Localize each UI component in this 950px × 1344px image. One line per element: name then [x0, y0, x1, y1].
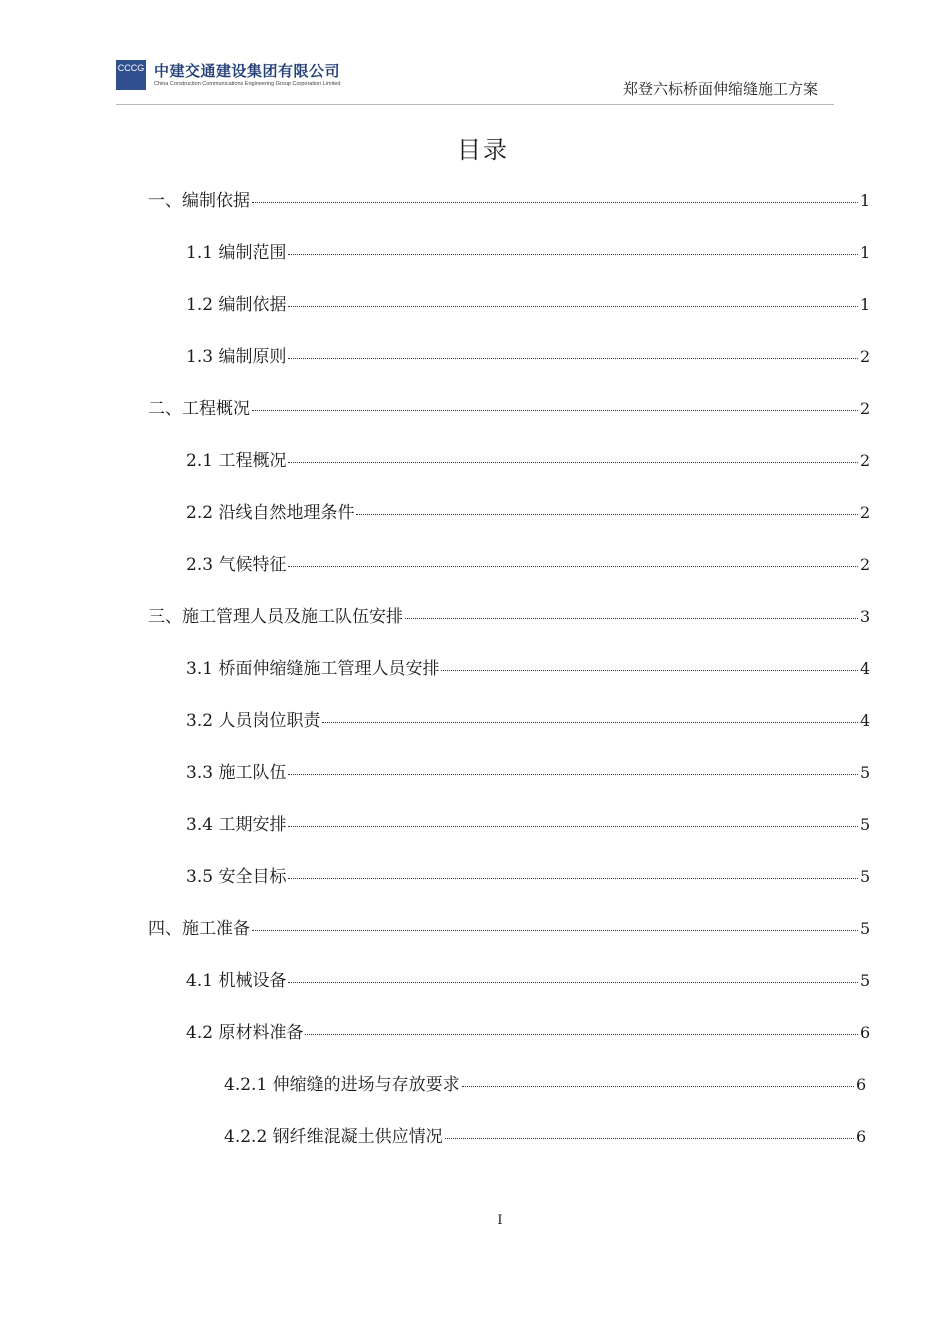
toc-entry[interactable] [148, 602, 874, 628]
document-title: 郑登六标桥面伸缩缝施工方案 [622, 80, 818, 98]
toc-leader [288, 306, 858, 307]
toc-entry-page: 5 [860, 971, 871, 990]
toc-entry-page: 2 [860, 503, 871, 522]
toc-entry-page: 2 [860, 555, 871, 574]
toc-entry[interactable] [224, 1122, 870, 1148]
toc-leader [288, 878, 858, 879]
company-name-english: China Construction Communications Engineering Group Corporation Limited [154, 81, 341, 87]
toc-entry-label: 2.3 气候特征 [186, 555, 287, 575]
toc-entry-page: 1 [860, 295, 871, 314]
toc-leader [252, 410, 858, 411]
toc-entry[interactable] [186, 238, 874, 264]
toc-entry-page: 2 [860, 451, 871, 470]
footer-page-number: I [497, 1213, 503, 1228]
toc-entry-label: 四、施工准备 [148, 919, 250, 939]
toc-entry[interactable] [186, 862, 874, 888]
toc-entry[interactable] [148, 186, 874, 212]
toc-entry[interactable] [186, 498, 874, 524]
toc-entry-label: 1.3 编制原则 [186, 347, 287, 367]
toc-entry[interactable] [186, 342, 874, 368]
header-divider [116, 104, 834, 105]
toc-entry-page: 1 [860, 191, 871, 210]
toc-leader [356, 514, 858, 515]
toc-entry[interactable] [186, 1018, 874, 1044]
toc-leader [441, 670, 858, 671]
toc-entry[interactable] [186, 758, 874, 784]
toc-leader [288, 566, 858, 567]
toc-entry-label: 一、编制依据 [148, 191, 250, 211]
toc-entry-label: 3.5 安全目标 [186, 867, 287, 887]
toc-entry[interactable] [186, 446, 874, 472]
toc-leader [288, 982, 858, 983]
toc-entry-page: 4 [860, 659, 871, 678]
toc-entry-label: 1.1 编制范围 [186, 243, 287, 263]
toc-entry-label: 二、工程概况 [148, 399, 250, 419]
toc-leader [252, 202, 858, 203]
toc-entry-page: 5 [860, 763, 871, 782]
toc-entry-page: 3 [860, 607, 871, 626]
company-logo [116, 60, 356, 92]
toc-entry[interactable] [224, 1070, 870, 1096]
toc-entry-label: 3.2 人员岗位职责 [186, 711, 321, 731]
toc-entry-page: 5 [860, 919, 871, 938]
toc-entry-page: 1 [860, 243, 871, 262]
toc-entry-label: 4.2.2 钢纤维混凝土供应情况 [224, 1127, 443, 1147]
toc-leader [252, 930, 858, 931]
toc-entry-label: 4.2.1 伸缩缝的进场与存放要求 [224, 1075, 460, 1095]
toc-entry-page: 2 [860, 399, 871, 418]
page-header [0, 0, 950, 110]
toc-entry[interactable] [186, 654, 874, 680]
toc-entry-page: 4 [860, 711, 871, 730]
toc-leader [405, 618, 858, 619]
toc-leader [305, 1034, 858, 1035]
toc-leader [445, 1138, 854, 1139]
toc-entry[interactable] [186, 550, 874, 576]
toc-entry-label: 4.1 机械设备 [186, 971, 287, 991]
toc-entry[interactable] [186, 290, 874, 316]
toc-leader [288, 358, 858, 359]
toc-heading: 目录 [457, 136, 509, 164]
toc-entry-page: 2 [860, 347, 871, 366]
toc-entry-label: 3.4 工期安排 [186, 815, 287, 835]
toc-leader [288, 826, 858, 827]
toc-entry-page: 6 [856, 1127, 867, 1146]
toc-entry-label: 2.2 沿线自然地理条件 [186, 503, 355, 523]
toc-leader [288, 774, 858, 775]
toc-leader [288, 254, 858, 255]
toc-entry-page: 6 [860, 1023, 871, 1042]
toc-leader [288, 462, 858, 463]
toc-entry[interactable] [148, 394, 874, 420]
logo-mark-icon: CCCG [116, 60, 146, 90]
toc-entry[interactable] [186, 810, 874, 836]
toc-entry-label: 3.3 施工队伍 [186, 763, 287, 783]
toc-entry-page: 6 [856, 1075, 867, 1094]
toc-entry-label: 三、施工管理人员及施工队伍安排 [148, 607, 403, 627]
toc-leader [322, 722, 858, 723]
toc-entry[interactable] [186, 706, 874, 732]
toc-entry-page: 5 [860, 815, 871, 834]
toc-entry[interactable] [148, 914, 874, 940]
toc-entry-label: 1.2 编制依据 [186, 295, 287, 315]
toc-entry-label: 3.1 桥面伸缩缝施工管理人员安排 [186, 659, 440, 679]
toc-leader [462, 1086, 854, 1087]
toc-entry-label: 2.1 工程概况 [186, 451, 287, 471]
toc-entry-label: 4.2 原材料准备 [186, 1023, 304, 1043]
toc-entry[interactable] [186, 966, 874, 992]
company-name: 中建交通建设集团有限公司 [154, 62, 341, 80]
toc-entry-page: 5 [860, 867, 871, 886]
